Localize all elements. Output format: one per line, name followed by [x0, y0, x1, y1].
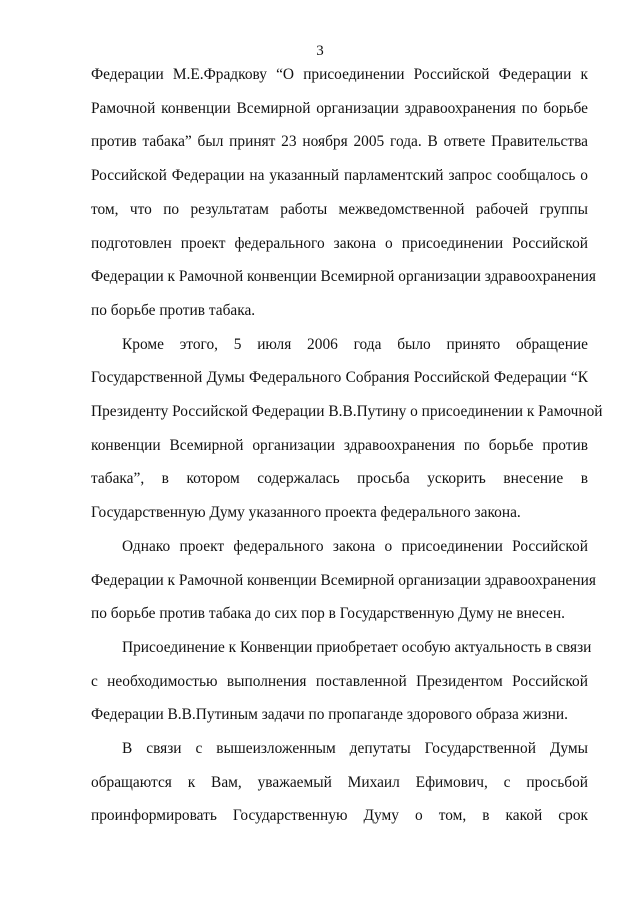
page-number: 3: [316, 43, 324, 59]
text-line: том, что по результатам работы межведомственной рабочей группы: [91, 200, 588, 218]
text-line: Федерации к Рамочной конвенции Всемирной организации здравоохранения: [91, 268, 596, 286]
text-line: Государственную Думу указанного проекта федерального закона.: [91, 504, 521, 522]
text-line: В связи с вышеизложенным депутаты Государственной Думы: [122, 740, 588, 758]
text-line: конвенции Всемирной организации здравоохранения по борьбе против: [91, 436, 588, 454]
text-line: Федерации В.В.Путиным задачи по пропаганде здорового образа жизни.: [91, 706, 568, 724]
document-body: [91, 58, 603, 833]
text-line: Однако проект федерального закона о присоединении Российской: [122, 537, 588, 555]
paragraph-3: [91, 530, 596, 631]
text-line: с необходимостью выполнения поставленной Президентом Российской: [91, 672, 588, 690]
paragraph-4: [91, 631, 592, 732]
paragraph-5: [91, 732, 588, 833]
text-line: Президенту Российской Федерации В.В.Путину о присоединении к Рамочной: [91, 403, 603, 421]
text-line: Государственной Думы Федерального Собрания Российской Федерации “К: [91, 369, 588, 387]
text-line: Российской Федерации на указанный парламентский запрос сообщалось о: [91, 167, 588, 185]
text-line: Кроме этого, 5 июля 2006 года было принято обращение: [122, 335, 588, 353]
text-line: против табака” был принят 23 ноября 2005 года. В ответе Правительства: [91, 133, 588, 151]
text-line: по борьбе против табака.: [91, 301, 256, 319]
text-line: по борьбе против табака до сих пор в Государственную Думу не внесен.: [91, 605, 565, 623]
text-line: обращаются к Вам, уважаемый Михаил Ефимович, с просьбой: [91, 773, 588, 791]
text-line: Присоединение к Конвенции приобретает особую актуальность в связи: [122, 638, 592, 656]
paragraph-2: [91, 328, 603, 530]
text-line: Федерации к Рамочной конвенции Всемирной организации здравоохранения: [91, 571, 596, 589]
paragraph-1: [91, 58, 596, 328]
text-line: Федерации М.Е.Фрадкову “О присоединении Российской Федерации к: [91, 66, 588, 83]
text-line: проинформировать Государственную Думу о том, в какой срок: [91, 807, 588, 825]
text-line: подготовлен проект федерального закона о присоединении Российской: [91, 234, 588, 252]
text-line: Рамочной конвенции Всемирной организации здравоохранения по борьбе: [91, 99, 588, 117]
text-line: табака”, в котором содержалась просьба ускорить внесение в: [91, 470, 588, 488]
